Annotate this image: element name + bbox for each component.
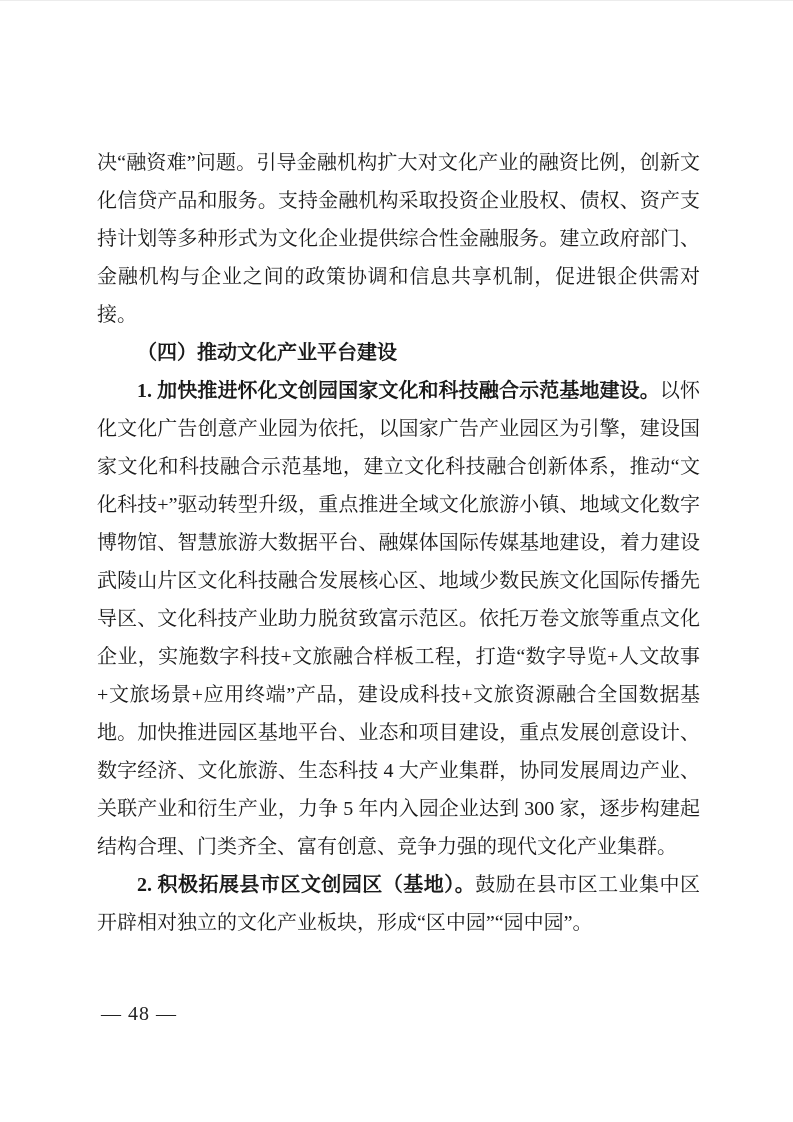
- paragraph-item-1: [97, 372, 700, 866]
- document-body: [97, 144, 700, 942]
- paragraph-1-text: 以怀化文化广告创意产业园为依托，以国家广告产业园区为引擎，建设国家文化和科技融合示范基地，建立文化科技融合创新体系，推动“文化科技+”驱动转型升级，重点推进全域文化旅游小镇、地域文化数字博物馆、智慧旅游大数据平台、融媒体国际传媒基地建设，着力建设武陵山片区文化科技融合发展核心区、地域少数民族文化国际传播先导区、文化科技产业助力脱贫致富示范区。依托万卷文旅等重点文化企业，实施数字科技+文旅融合样板工程，打造“数字导览+人文故事+文旅场景+应用终端”产品，建设成科技+文旅资源融合全国数据基地。加快推进园区基地平台、业态和项目建设，重点发展创意设计、数字经济、文化旅游、生态科技 4 大产业集群，协同发展周边产业、关联产业和衍生产业，力争 5 年内入园企业达到 300 家，逐步构建起结构合理、门类齐全、富有创意、竞争力强的现代文化产业集群。: [97, 380, 701, 858]
- paragraph-continuation: 决“融资难”问题。引导金融机构扩大对文化产业的融资比例，创新文化信贷产品和服务。支持金融机构采取投资企业股权、债权、资产支持计划等多种形式为文化企业提供综合性金融服务。建立政府部门、金融机构与企业之间的政策协调和信息共享机制，促进银企供需对接。: [97, 152, 700, 326]
- paragraph-2-text: 鼓励在县市区工业集中区开辟相对独立的文化产业板块，形成“区中园”“园中园”。: [97, 874, 701, 934]
- paragraph-2-lead: 2. 积极拓展县市区文创园区（基地）。: [137, 874, 476, 896]
- section-heading: （四）推动文化产业平台建设: [137, 342, 397, 364]
- paragraph-item-2: [97, 866, 700, 942]
- paragraph-1-lead: 1. 加快推进怀化文创园国家文化和科技融合示范基地建设。: [137, 380, 660, 402]
- page-number: — 48 —: [101, 1003, 177, 1025]
